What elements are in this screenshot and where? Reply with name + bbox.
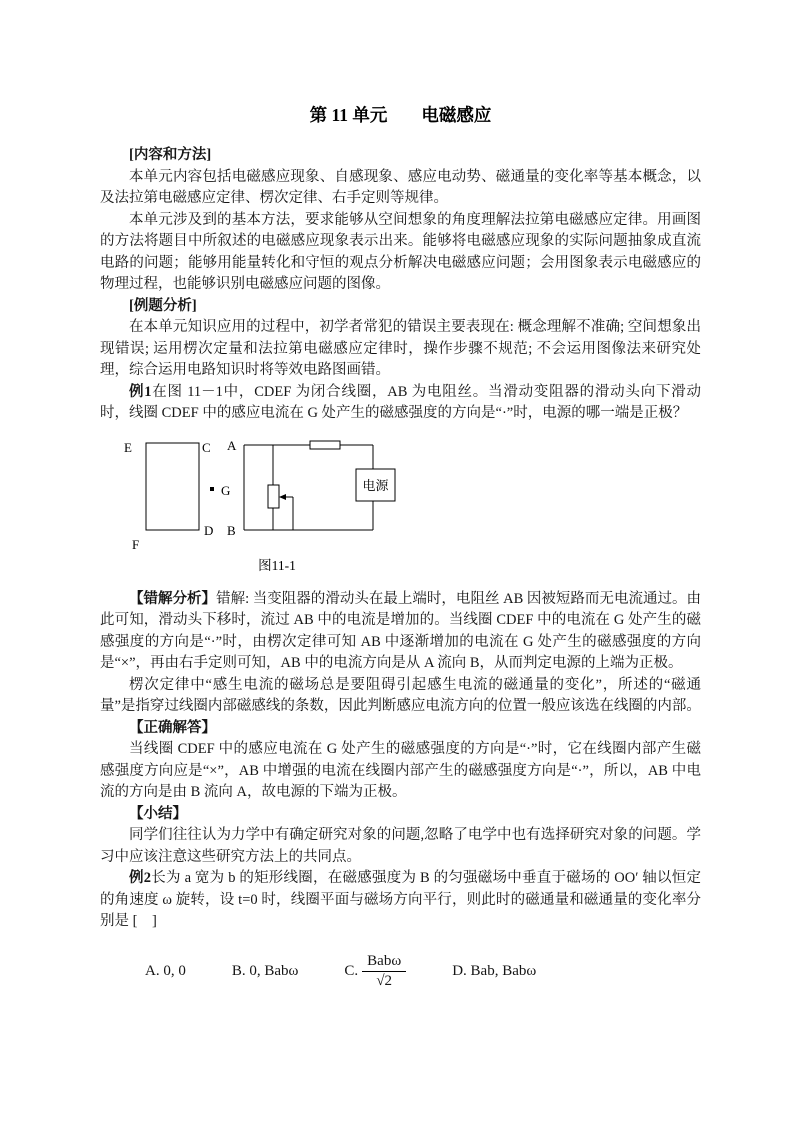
option-c-numerator: Babω [362, 953, 406, 972]
coil-rectangle [146, 443, 199, 530]
title-unit: 第 11 单元 [309, 105, 388, 125]
resistor-symbol [310, 441, 340, 449]
field-point-dot [210, 487, 214, 491]
node-a-label: A [227, 437, 237, 453]
section-heading-content-methods: [内容和方法] [129, 147, 212, 163]
page-title [100, 103, 701, 128]
answer-options [100, 953, 701, 991]
field-point-g-label: G [221, 482, 231, 498]
lenz-law-note: 楞次定律中“感生电流的磁场总是要阻碍引起感生电流的磁通量的变化”，所述的“磁通量”是指穿过线圈内部磁感线的条数，因此判断感应电流方向的位置一般应该选在线圈的内部。 [100, 676, 701, 714]
wrong-analysis-paragraph [100, 589, 701, 675]
option-d: D. Bab, Babω [452, 962, 537, 979]
example1-question-text: 在图 11－1中，CDEF 为闭合线圈，AB 为电阻丝。当滑动变阻器的滑动头向下滑动时，线圈 CDEF 中的感应电流在 G 处产生的磁感强度的方向是“·”时，电源的哪一端是正极？ [100, 383, 701, 421]
option-c-label: C. [344, 962, 359, 979]
wrong-analysis-text: 错解: 当变阻器的滑动头在最上端时，电阻丝 AB 因被短路而无电流通过。由此可知，滑动头下移时，流过 AB 中的电流是增加的。当线圈 CDEF 中的电流在 G 处产生的磁感强度的方向是“·”时，由楞次定律可知 AB 中逐渐增加的电流在 G 处产生的磁感强度的方向是“×”，再由右手定则可知，AB 中的电流方向是从 A 流向 B，从而判定电源的上端为正极。 [100, 590, 702, 671]
correct-answer-paragraph: 当线圈 CDEF 中的感应电流在 G 处产生的磁感强度的方向是“·”时，它在线圈内部产生磁感强度方向应是“×”，AB 中增强的电流在线圈内部产生的磁感强度方向是“·”，所以，AB 中电流的方向是由 B 流向 A，故电源的下端为正极。 [100, 741, 701, 800]
coil-corner-e-label: E [124, 439, 132, 455]
node-b-label: B [227, 522, 236, 538]
figure-caption: 图11-1 [258, 557, 296, 573]
correct-answer-heading: 【正确解答】 [129, 719, 216, 736]
example2-label: 例2 [129, 870, 151, 886]
option-c [344, 953, 406, 991]
example1-label: 例1 [129, 383, 152, 400]
option-a: A. 0, 0 [145, 962, 186, 979]
coil-corner-f-label: F [132, 536, 140, 552]
option-c-denominator: √2 [376, 972, 393, 989]
slider-arrow-icon [279, 494, 286, 500]
paragraph-common-errors: 在本单元知识应用的过程中，初学者常犯的错误主要表现在: 概念理解不准确; 空间想象出现错误; 运用楞次定量和法拉第电磁感应定律时，操作步骤不规范; 不会运用图像法来研究处理，综合运用电路知识时将等效电路图画错。 [100, 319, 701, 378]
circuit-diagram [100, 432, 701, 577]
rheostat-symbol [268, 485, 279, 508]
section-heading-example-analysis: [例题分析] [129, 297, 197, 314]
coil-corner-d-label: D [204, 522, 214, 538]
option-c-fraction [362, 953, 406, 991]
paragraph-methods: 本单元涉及到的基本方法，要求能够从空间想象的角度理解法拉第电磁感应定律。用画图的方法将题目中所叙述的电磁感应现象表示出来。能够将电磁感应现象的实际问题抽象成直流电路的问题；能够用能量转化和守恒的观点分析解决电磁感应问题；会用图象表示电磁感应的物理过程，也能够识别电磁感应问题的图像。 [100, 211, 701, 292]
summary-heading: 【小结】 [129, 805, 187, 822]
title-subject: 电磁感应 [421, 105, 492, 125]
paragraph-concepts: 本单元内容包括电磁感应现象、自感现象、感应电动势、磁通量的变化率等基本概念，以及法拉第电磁感应定律、楞次定律、右手定则等规律。 [100, 168, 701, 206]
figure-11-1 [100, 432, 701, 577]
power-source-label: 电源 [362, 477, 389, 493]
option-b: B. 0, Babω [231, 962, 299, 979]
summary-paragraph: 同学们往往认为力学中有确定研究对象的问题,忽略了电学中也有选择研究对象的问题。学习中应该注意这些研究方法上的共同点。 [100, 827, 701, 865]
wrong-analysis-heading: 【错解分析】 [129, 590, 217, 607]
example1-question [100, 382, 701, 425]
example2-question-text: 长为 a 宽为 b 的矩形线圈，在磁感强度为 B 的匀强磁场中垂直于磁场的 OO′ 轴以恒定的角速度 ω 旋转，设 t=0 时，线圈平面与磁场方向平行，则此时的磁通量和磁通量的变化率分别是 [ ] [100, 870, 701, 929]
example2-question [100, 868, 701, 933]
coil-corner-c-label: C [202, 439, 211, 455]
